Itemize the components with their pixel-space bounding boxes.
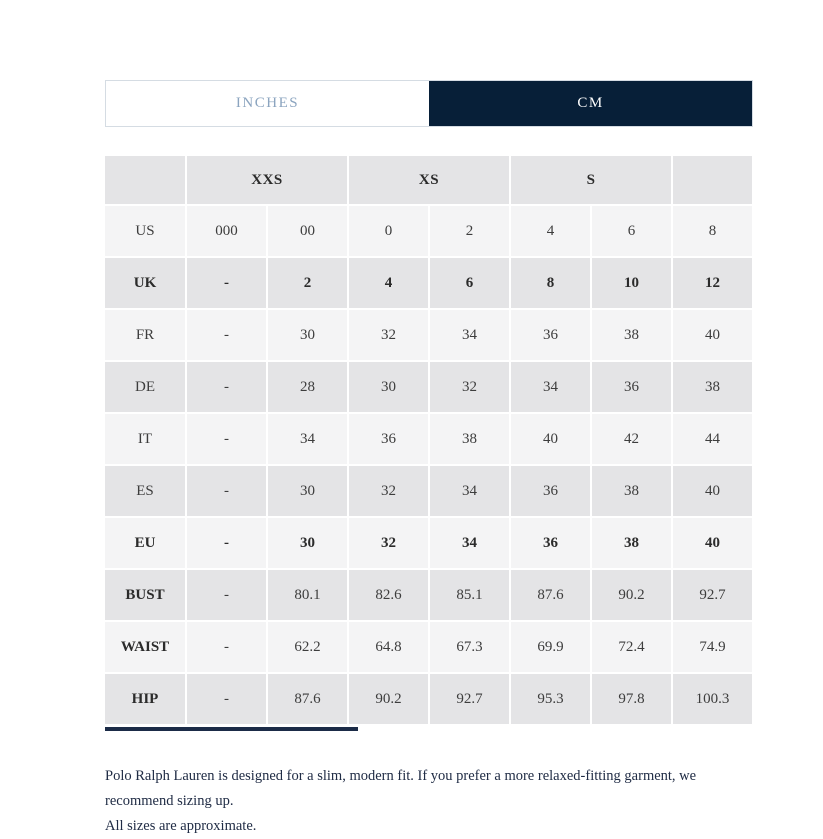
size-value-cell: 30 bbox=[268, 466, 347, 516]
size-value-cell: - bbox=[187, 622, 266, 672]
size-value-cell: 10 bbox=[592, 258, 671, 308]
size-value-cell: - bbox=[187, 258, 266, 308]
empty-header-cell bbox=[673, 156, 752, 204]
row-label: ES bbox=[105, 466, 185, 516]
size-value-cell: 34 bbox=[430, 466, 509, 516]
tab-cm[interactable]: CM bbox=[429, 81, 752, 126]
size-value-cell: 4 bbox=[349, 258, 428, 308]
row-label: DE bbox=[105, 362, 185, 412]
size-value-cell: 87.6 bbox=[268, 674, 347, 724]
size-value-cell: 36 bbox=[511, 310, 590, 360]
table-row bbox=[105, 206, 752, 256]
size-group-header: XS bbox=[349, 156, 509, 204]
row-label: US bbox=[105, 206, 185, 256]
table-row bbox=[105, 570, 752, 620]
size-value-cell: 000 bbox=[187, 206, 266, 256]
size-value-cell: 42 bbox=[592, 414, 671, 464]
size-value-cell: - bbox=[187, 674, 266, 724]
size-value-cell: - bbox=[187, 310, 266, 360]
size-value-cell: 2 bbox=[430, 206, 509, 256]
size-group-header: S bbox=[511, 156, 671, 204]
size-group-header-row bbox=[105, 156, 752, 204]
size-value-cell: 85.1 bbox=[430, 570, 509, 620]
size-value-cell: 90.2 bbox=[592, 570, 671, 620]
size-value-cell: 36 bbox=[511, 466, 590, 516]
size-value-cell: 97.8 bbox=[592, 674, 671, 724]
table-row bbox=[105, 466, 752, 516]
row-label: EU bbox=[105, 518, 185, 568]
size-value-cell: 92.7 bbox=[673, 570, 752, 620]
size-value-cell: 44 bbox=[673, 414, 752, 464]
size-value-cell: 32 bbox=[349, 310, 428, 360]
table-row bbox=[105, 674, 752, 724]
size-value-cell: 6 bbox=[430, 258, 509, 308]
size-value-cell: 36 bbox=[592, 362, 671, 412]
size-value-cell: 80.1 bbox=[268, 570, 347, 620]
fit-notes bbox=[105, 764, 753, 839]
size-value-cell: 40 bbox=[511, 414, 590, 464]
tab-inches[interactable]: INCHES bbox=[106, 81, 429, 126]
size-value-cell: 38 bbox=[592, 310, 671, 360]
size-value-cell: 34 bbox=[430, 310, 509, 360]
size-value-cell: 30 bbox=[349, 362, 428, 412]
horizontal-scrollbar-thumb[interactable] bbox=[105, 727, 358, 731]
size-value-cell: 67.3 bbox=[430, 622, 509, 672]
row-label: BUST bbox=[105, 570, 185, 620]
size-value-cell: 36 bbox=[349, 414, 428, 464]
row-label: HIP bbox=[105, 674, 185, 724]
size-value-cell: 92.7 bbox=[430, 674, 509, 724]
size-value-cell: 38 bbox=[592, 518, 671, 568]
size-value-cell: 72.4 bbox=[592, 622, 671, 672]
size-value-cell: 8 bbox=[673, 206, 752, 256]
size-value-cell: 62.2 bbox=[268, 622, 347, 672]
size-value-cell: 30 bbox=[268, 518, 347, 568]
size-value-cell: 4 bbox=[511, 206, 590, 256]
size-value-cell: 32 bbox=[349, 518, 428, 568]
horizontal-scrollbar-track[interactable] bbox=[105, 727, 753, 731]
table-row bbox=[105, 622, 752, 672]
size-value-cell: 87.6 bbox=[511, 570, 590, 620]
size-value-cell: 34 bbox=[511, 362, 590, 412]
size-value-cell: 32 bbox=[349, 466, 428, 516]
size-value-cell: 38 bbox=[673, 362, 752, 412]
size-value-cell: 40 bbox=[673, 466, 752, 516]
table-row bbox=[105, 362, 752, 412]
size-chart-table bbox=[103, 154, 754, 726]
row-label: FR bbox=[105, 310, 185, 360]
size-value-cell: 90.2 bbox=[349, 674, 428, 724]
size-value-cell: 32 bbox=[430, 362, 509, 412]
size-group-header: XXS bbox=[187, 156, 347, 204]
size-value-cell: 28 bbox=[268, 362, 347, 412]
size-value-cell: 95.3 bbox=[511, 674, 590, 724]
size-value-cell: 74.9 bbox=[673, 622, 752, 672]
size-value-cell: 38 bbox=[592, 466, 671, 516]
size-value-cell: 34 bbox=[268, 414, 347, 464]
size-value-cell: 30 bbox=[268, 310, 347, 360]
size-value-cell: 8 bbox=[511, 258, 590, 308]
size-value-cell: 2 bbox=[268, 258, 347, 308]
size-value-cell: 64.8 bbox=[349, 622, 428, 672]
size-value-cell: - bbox=[187, 414, 266, 464]
table-row bbox=[105, 310, 752, 360]
size-value-cell: - bbox=[187, 570, 266, 620]
size-value-cell: - bbox=[187, 362, 266, 412]
size-value-cell: 6 bbox=[592, 206, 671, 256]
size-value-cell: 40 bbox=[673, 310, 752, 360]
table-row bbox=[105, 518, 752, 568]
unit-toggle-tabs bbox=[105, 80, 753, 127]
size-value-cell: 36 bbox=[511, 518, 590, 568]
size-value-cell: 69.9 bbox=[511, 622, 590, 672]
size-value-cell: 34 bbox=[430, 518, 509, 568]
size-value-cell: 12 bbox=[673, 258, 752, 308]
size-value-cell: - bbox=[187, 518, 266, 568]
table-row bbox=[105, 414, 752, 464]
fit-note-text: Polo Ralph Lauren is designed for a slim, modern fit. If you prefer a more relaxed-fitting garment, we recommend sizing up. bbox=[105, 768, 697, 809]
row-label: UK bbox=[105, 258, 185, 308]
table-row bbox=[105, 258, 752, 308]
size-value-cell: 40 bbox=[673, 518, 752, 568]
approx-note-text: All sizes are approximate. bbox=[105, 818, 257, 834]
row-label: IT bbox=[105, 414, 185, 464]
size-value-cell: 0 bbox=[349, 206, 428, 256]
empty-header-cell bbox=[105, 156, 185, 204]
size-value-cell: - bbox=[187, 466, 266, 516]
size-value-cell: 38 bbox=[430, 414, 509, 464]
size-value-cell: 100.3 bbox=[673, 674, 752, 724]
row-label: WAIST bbox=[105, 622, 185, 672]
size-value-cell: 00 bbox=[268, 206, 347, 256]
size-value-cell: 82.6 bbox=[349, 570, 428, 620]
